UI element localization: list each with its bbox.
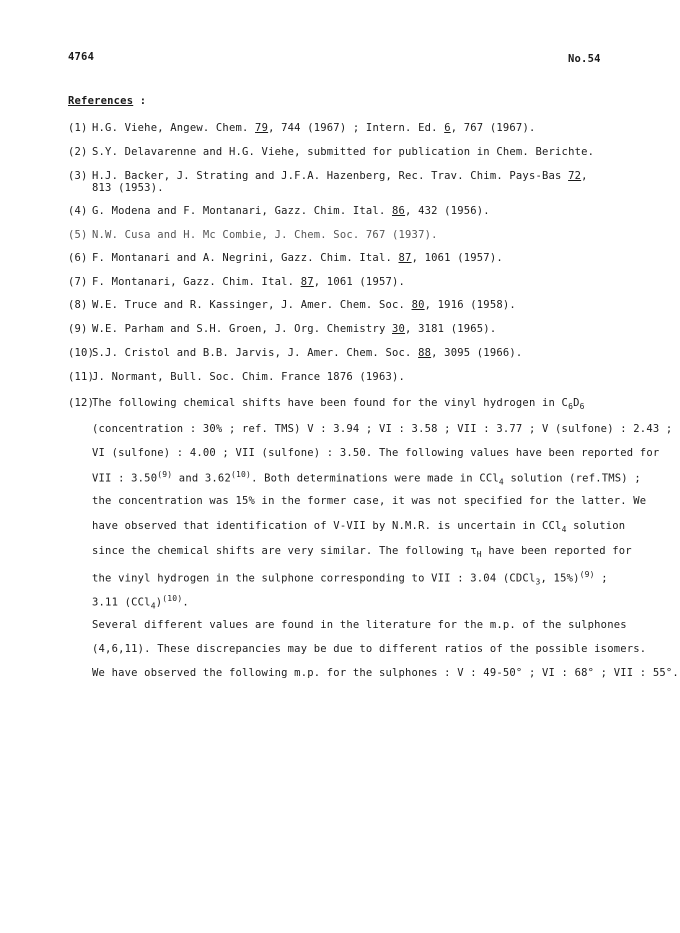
references-heading: [68, 95, 146, 107]
note-text: .: [182, 596, 189, 609]
reference-volume: 86: [392, 205, 406, 217]
reference-1: [68, 122, 536, 134]
reference-number: (2): [68, 146, 88, 158]
reference-number: (12): [68, 397, 95, 409]
subscript: 3: [535, 577, 541, 587]
reference-volume: 72: [568, 170, 582, 182]
reference-text: , 432 (1956).: [405, 205, 490, 217]
reference-3: [68, 170, 588, 182]
note-12-line-3: VI (sulfone) : 4.00 ; VII (sulfone) : 3.50. The following values have been reported for: [92, 447, 660, 459]
reference-2: [68, 146, 594, 158]
reference-9: [68, 323, 496, 335]
subscript: 6: [579, 402, 585, 412]
reference-4: [68, 205, 490, 217]
note-text: have been reported for: [481, 545, 632, 557]
note-12-line-9: [92, 594, 189, 611]
reference-volume: 80: [411, 299, 425, 311]
reference-number: (6): [68, 252, 88, 264]
reference-text: D: [573, 397, 580, 409]
page-number: 4764: [68, 51, 95, 63]
reference-volume: 88: [418, 347, 432, 359]
note-12-line-7: [92, 545, 632, 559]
reference-text: , 3095 (1966).: [431, 347, 523, 359]
reference-text: N.W. Cusa and H. Mc Combie, J. Chem. Soc. 767 (1937).: [92, 229, 438, 241]
reference-10: [68, 347, 522, 359]
note-12-line-2: (concentration : 30% ; ref. TMS) V : 3.94 ; VI : 3.58 ; VII : 3.77 ; V (sulfone) : 2.43 ;: [92, 423, 673, 435]
citation-superscript: (10): [230, 470, 252, 479]
note-12-paragraph-2-line-2: (4,6,11). These discrepancies may be due to different ratios of the possible isomers.: [92, 643, 647, 655]
reference-text: The following chemical shifts have been found for the vinyl hydrogen in C: [92, 397, 569, 409]
reference-11: [68, 371, 405, 383]
note-12-line-8: [92, 570, 608, 587]
reference-8: [68, 299, 516, 311]
citation-superscript: (10): [162, 594, 183, 603]
reference-6: [68, 252, 503, 264]
note-text: have observed that identification of V-VII by N.M.R. is uncertain in CCl: [92, 520, 562, 532]
note-text: solution: [566, 520, 626, 532]
reference-text: G. Modena and F. Montanari, Gazz. Chim. Ital.: [92, 205, 392, 217]
note-12-paragraph-2-line-1: Several different values are found in the literature for the m.p. of the sulphones: [92, 619, 627, 631]
reference-number: (8): [68, 299, 88, 311]
reference-volume: 30: [392, 323, 406, 335]
reference-number: (10): [68, 347, 95, 359]
reference-12: [68, 397, 585, 411]
reference-number: (5): [68, 229, 88, 241]
citation-superscript: (9): [157, 470, 173, 479]
reference-text: S.Y. Delavarenne and H.G. Viehe, submitted for publication in Chem. Berichte.: [92, 146, 595, 158]
citation-superscript: (9): [579, 570, 595, 579]
reference-text: , 1916 (1958).: [424, 299, 516, 311]
note-text: solution (ref.TMS) ;: [503, 472, 641, 485]
note-text: VII : 3.50: [92, 472, 158, 485]
note-text: . Both determinations were made in CCl: [251, 472, 499, 485]
reference-number: (7): [68, 276, 88, 288]
subscript: 6: [568, 402, 574, 412]
reference-number: (9): [68, 323, 88, 335]
reference-text: , 1061 (1957).: [313, 276, 406, 288]
reference-number: (3): [68, 170, 88, 182]
note-12-line-5: the concentration was 15% in the former case, it was not specified for the latter. We: [92, 495, 647, 507]
reference-text: W.E. Parham and S.H. Groen, J. Org. Chemistry: [92, 323, 392, 335]
note-text: the vinyl hydrogen in the sulphone corresponding to VII : 3.04 (CDCl: [92, 572, 536, 585]
reference-text: , 1061 (1957).: [411, 252, 503, 264]
reference-text: S.J. Cristol and B.B. Jarvis, J. Amer. Chem. Soc.: [92, 347, 419, 359]
subscript: 4: [150, 601, 156, 611]
note-text: since the chemical shifts are very similar. The following τ: [92, 545, 477, 557]
reference-volume: 79: [255, 122, 269, 134]
reference-text: W.E. Truce and R. Kassinger, J. Amer. Chem. Soc.: [92, 299, 412, 311]
reference-3-continuation: 813 (1953).: [92, 182, 164, 194]
reference-7: [68, 276, 405, 288]
reference-number: (4): [68, 205, 88, 217]
reference-text: J. Normant, Bull. Soc. Chim. France 1876 (1963).: [92, 371, 406, 383]
note-12-line-6: [92, 520, 625, 534]
reference-text: ,: [581, 170, 588, 182]
reference-volume: 87: [300, 276, 314, 288]
reference-text: F. Montanari, Gazz. Chim. Ital.: [92, 276, 301, 288]
reference-text: H.G. Viehe, Angew. Chem.: [92, 122, 256, 134]
note-12-line-4: [92, 470, 641, 487]
reference-volume: 87: [398, 252, 412, 264]
note-text: , 15%): [540, 572, 580, 585]
reference-number: (11): [68, 371, 95, 383]
subscript: 4: [561, 525, 567, 535]
journal-issue: No.54: [568, 53, 601, 65]
subscript: H: [476, 550, 482, 560]
note-text: ): [155, 596, 163, 609]
reference-volume: 6: [444, 122, 451, 134]
subscript: 4: [498, 477, 504, 487]
reference-text: F. Montanari and A. Negrini, Gazz. Chim. Ital.: [92, 252, 399, 264]
reference-5: [68, 229, 438, 241]
note-text: ;: [594, 572, 608, 585]
reference-text: , 3181 (1965).: [405, 323, 497, 335]
reference-number: (1): [68, 122, 88, 134]
reference-text: H.J. Backer, J. Strating and J.F.A. Hazenberg, Rec. Trav. Chim. Pays-Bas: [92, 170, 569, 182]
reference-text: , 744 (1967) ; Intern. Ed.: [268, 122, 445, 134]
note-12-paragraph-2-line-3: We have observed the following m.p. for the sulphones : V : 49-50° ; VI : 68° ; VII : 55°.: [92, 667, 679, 679]
references-heading-text: References: [68, 95, 134, 107]
references-heading-suffix: :: [133, 95, 147, 107]
reference-text: , 767 (1967).: [450, 122, 536, 134]
note-text: and 3.62: [172, 472, 231, 485]
note-text: 3.11 (CCl: [92, 596, 151, 609]
